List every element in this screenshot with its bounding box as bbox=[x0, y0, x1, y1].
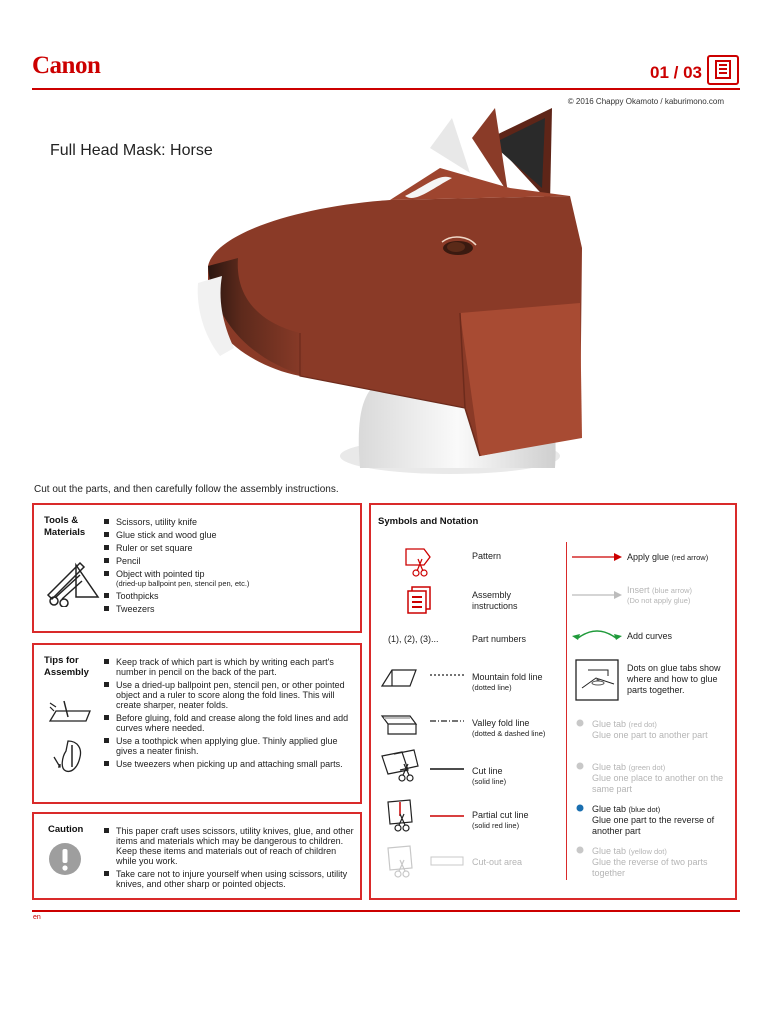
list-item bbox=[104, 759, 358, 769]
list-item-text: Use a toothpick when applying glue. Thinly applied glue gives a neater finish. bbox=[116, 736, 338, 756]
symbol-label: Glue tab bbox=[592, 762, 627, 772]
red-arrow-icon bbox=[572, 552, 622, 562]
list-item-text: Use tweezers when picking up and attaching small parts. bbox=[116, 759, 343, 769]
symbol-label: Glue tab bbox=[592, 804, 627, 814]
horse-mask-image bbox=[190, 108, 610, 476]
symbol-sublabel: (red arrow) bbox=[671, 553, 709, 562]
list-item-text: Object with pointed tip bbox=[116, 569, 205, 579]
symbol-note: Glue the reverse of two parts together bbox=[592, 857, 708, 878]
list-item bbox=[104, 569, 354, 588]
dot-dash-line-icon bbox=[430, 718, 464, 724]
valley-fold-icon bbox=[380, 710, 420, 736]
tools-heading-line2: Materials bbox=[44, 527, 86, 538]
tools-heading-line1: Tools & bbox=[44, 515, 79, 526]
caution-list bbox=[104, 826, 358, 892]
cut-out-box-icon bbox=[430, 856, 464, 866]
symbol-label: Glue tab bbox=[592, 846, 627, 856]
footer-rule bbox=[32, 910, 740, 912]
intro-text: Cut out the parts, and then carefully follow the assembly instructions. bbox=[34, 484, 339, 495]
symbol-label: Cut line bbox=[472, 766, 503, 776]
assembly-instructions-icon bbox=[406, 585, 432, 615]
list-item-text: Tweezers bbox=[116, 604, 155, 614]
symbol-note: Glue one part to the reverse of another part bbox=[592, 815, 715, 836]
symbol-glue-dots: Dots on glue tabs show where and how to glue parts together. bbox=[627, 663, 721, 695]
symbol-label: Insert bbox=[627, 585, 650, 595]
tips-heading-line2: Assembly bbox=[44, 667, 89, 678]
cut-line-icon bbox=[380, 748, 420, 784]
symbol-note: Glue one part to another part bbox=[592, 730, 708, 740]
list-item bbox=[104, 713, 358, 733]
symbol-pattern: Pattern bbox=[472, 551, 502, 561]
document-pages-icon[interactable] bbox=[707, 55, 739, 85]
symbol-label: Partial cut line bbox=[472, 810, 529, 820]
symbol-label: Valley fold line bbox=[472, 718, 530, 728]
list-item bbox=[104, 826, 358, 866]
mountain-fold-icon bbox=[380, 666, 420, 688]
list-item bbox=[104, 736, 358, 756]
caution-heading: Caution bbox=[48, 824, 84, 835]
list-item bbox=[104, 556, 354, 566]
symbol-add-curves: Add curves bbox=[627, 631, 673, 641]
symbol-glue-tab-red bbox=[592, 719, 732, 741]
red-dot-icon bbox=[576, 719, 584, 727]
symbol-sublabel: (red dot) bbox=[628, 720, 657, 729]
symbol-part-numbers: Part numbers bbox=[472, 634, 527, 644]
symbol-glue-tab-yellow bbox=[592, 846, 732, 879]
list-item-text: Keep track of which part is which by writing each part's number in pencil on the back of the part. bbox=[116, 657, 334, 677]
list-item bbox=[104, 591, 354, 601]
list-item-text: Toothpicks bbox=[116, 591, 159, 601]
glue-tab-dots-icon bbox=[574, 658, 620, 702]
tools-materials-panel bbox=[32, 503, 362, 633]
symbol-sublabel: (dotted line) bbox=[472, 683, 512, 692]
green-dot-icon bbox=[576, 762, 584, 770]
symbols-divider bbox=[566, 542, 567, 880]
list-item bbox=[104, 604, 354, 614]
warning-icon bbox=[48, 842, 82, 876]
tips-assembly-panel bbox=[32, 643, 362, 804]
tools-icon bbox=[40, 555, 104, 607]
red-solid-line-icon bbox=[430, 813, 464, 819]
symbol-sublabel: (dotted & dashed line) bbox=[472, 729, 546, 738]
partial-cut-icon bbox=[384, 798, 418, 834]
toothpick-hand-icon bbox=[48, 737, 92, 777]
list-item bbox=[104, 517, 354, 527]
list-item-text: Take care not to injure yourself when using scissors, utility knives, and other sharp or pointed objects. bbox=[116, 869, 348, 889]
green-curve-arrow-icon bbox=[572, 626, 622, 640]
blue-arrow-icon bbox=[572, 590, 622, 600]
symbols-heading: Symbols and Notation bbox=[378, 516, 479, 527]
symbol-cut-out-area: Cut-out area bbox=[472, 857, 523, 867]
list-item-text: Before gluing, fold and crease along the fold lines and add curves where needed. bbox=[116, 713, 349, 733]
symbol-apply-glue bbox=[627, 552, 708, 563]
canon-logo: Canon bbox=[32, 52, 101, 79]
symbol-label: Glue tab bbox=[592, 719, 627, 729]
symbol-assembly-instructions: Assembly instructions bbox=[472, 590, 518, 611]
solid-line-icon bbox=[430, 766, 464, 772]
symbol-label: Mountain fold line bbox=[472, 672, 543, 682]
symbol-partial-cut bbox=[472, 810, 529, 830]
tips-heading bbox=[44, 655, 89, 679]
tools-list bbox=[104, 517, 354, 617]
symbol-sublabel: (yellow dot) bbox=[628, 847, 667, 856]
part-numbers-example: (1), (2), (3)... bbox=[388, 634, 439, 644]
language-code: en bbox=[33, 914, 41, 921]
list-item-text: Scissors, utility knife bbox=[116, 517, 198, 527]
list-item-subtext: (dried-up ballpoint pen, stencil pen, etc.) bbox=[116, 579, 250, 588]
header-rule bbox=[32, 88, 740, 90]
copyright: © 2016 Chappy Okamoto / kaburimono.com bbox=[567, 97, 724, 106]
list-item bbox=[104, 543, 354, 553]
dotted-line-icon bbox=[430, 672, 464, 678]
list-item-text: Glue stick and wood glue bbox=[116, 530, 217, 540]
symbol-note: (Do not apply glue) bbox=[627, 596, 691, 605]
symbol-sublabel: (blue dot) bbox=[628, 805, 661, 814]
symbol-glue-tab-green bbox=[592, 762, 732, 795]
list-item-text: Use a dried-up ballpoint pen, stencil pen, or other pointed object and a ruler to score along the fold lines. This will create sharper, neater folds. bbox=[116, 680, 345, 710]
yellow-dot-icon bbox=[576, 846, 584, 854]
symbol-cut-line bbox=[472, 766, 506, 786]
symbol-note: Glue one place to another on the same part bbox=[592, 773, 724, 794]
caution-panel bbox=[32, 812, 362, 900]
symbol-sublabel: (blue arrow) bbox=[652, 586, 693, 595]
list-item bbox=[104, 869, 358, 889]
symbol-glue-tab-blue bbox=[592, 804, 732, 837]
symbol-sublabel: (green dot) bbox=[628, 763, 666, 772]
blue-dot-icon bbox=[576, 804, 584, 812]
symbol-insert bbox=[627, 585, 692, 605]
symbol-mountain-fold bbox=[472, 672, 543, 692]
scoring-hand-icon bbox=[46, 697, 94, 727]
pattern-icon bbox=[404, 545, 434, 579]
page-indicator: 01 / 03 bbox=[650, 63, 702, 82]
symbol-sublabel: (solid line) bbox=[472, 777, 507, 786]
list-item-text: This paper craft uses scissors, utility knives, glue, and other items and materials which may be dangerous to children. Keep these items and materials out of reach of children while you work. bbox=[116, 826, 354, 866]
page-title: Full Head Mask: Horse bbox=[50, 142, 213, 159]
cut-out-area-icon bbox=[384, 844, 418, 880]
tips-heading-line1: Tips for bbox=[44, 655, 79, 666]
list-item bbox=[104, 657, 358, 677]
list-item-text: Pencil bbox=[116, 556, 141, 566]
list-item bbox=[104, 680, 358, 710]
list-item bbox=[104, 530, 354, 540]
symbol-label: Apply glue bbox=[627, 552, 670, 562]
tips-list bbox=[104, 657, 358, 772]
list-item-text: Ruler or set square bbox=[116, 543, 193, 553]
symbol-sublabel: (solid red line) bbox=[472, 821, 520, 830]
symbol-valley-fold bbox=[472, 718, 545, 738]
tools-heading bbox=[44, 515, 85, 539]
